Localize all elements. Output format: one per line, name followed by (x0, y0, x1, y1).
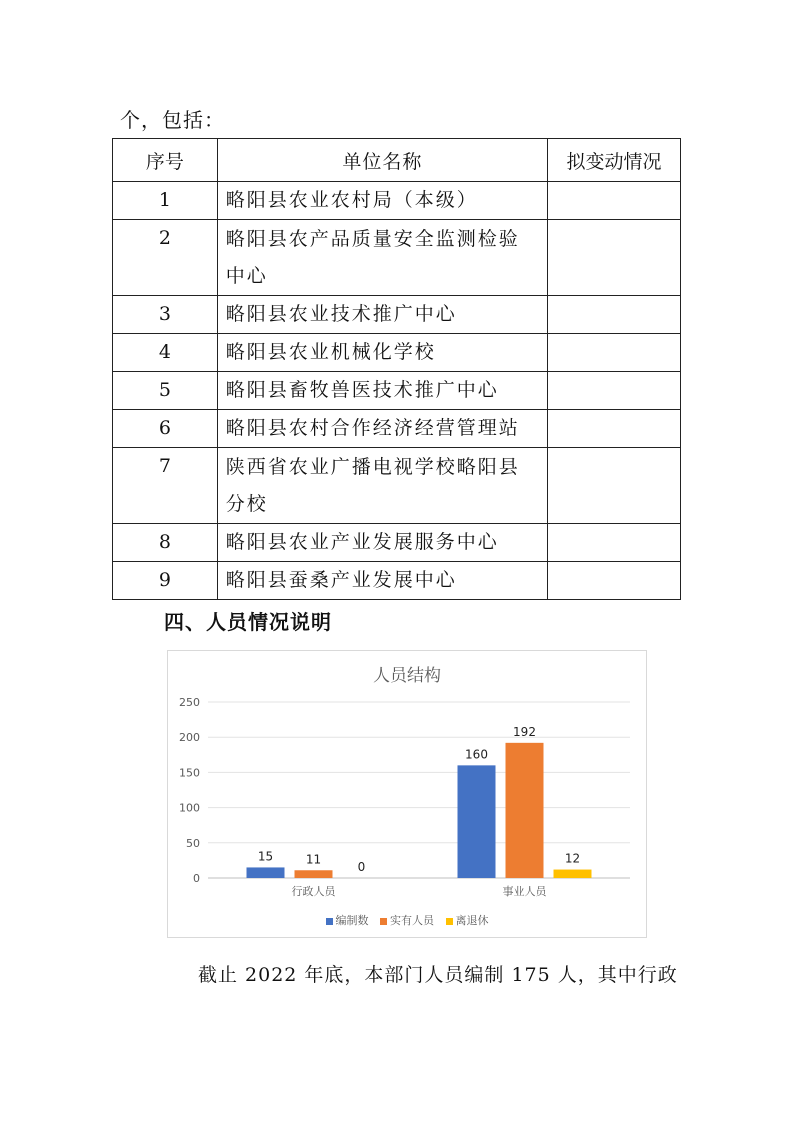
row-name: 略阳县农产品质量安全监测检验中心 (217, 220, 547, 296)
table-row (113, 448, 681, 524)
x-tick-label: 事业人员 (502, 885, 547, 898)
row-change (548, 448, 681, 524)
row-index: 1 (113, 182, 218, 220)
legend-item (446, 912, 489, 928)
y-tick-label: 150 (179, 766, 200, 780)
row-change (548, 410, 681, 448)
body-paragraph: 截止 2022 年底，本部门人员编制 175 人，其中行政 (198, 964, 678, 986)
data-label: 160 (465, 747, 488, 762)
row-index: 2 (113, 220, 218, 296)
data-label: 15 (257, 849, 274, 864)
legend-label: 编制数 (335, 914, 369, 927)
chart-title: 人员结构 (373, 666, 441, 686)
table-row (113, 410, 681, 448)
y-tick-label: 250 (179, 696, 200, 709)
chart-legend (168, 912, 646, 928)
row-name: 略阳县农业农村局（本级） (217, 182, 547, 220)
bar (295, 870, 333, 878)
row-name: 略阳县农业产业发展服务中心 (217, 524, 547, 562)
row-change (548, 524, 681, 562)
bar (506, 743, 544, 878)
legend-item (380, 912, 434, 928)
header-index: 序号 (113, 139, 218, 182)
row-change (548, 372, 681, 410)
row-index: 8 (113, 524, 218, 562)
data-label: 192 (513, 724, 536, 739)
data-label: 0 (357, 860, 366, 874)
row-name: 略阳县畜牧兽医技术推广中心 (217, 372, 547, 410)
unit-table (112, 138, 681, 600)
y-tick-label: 0 (193, 872, 200, 885)
bar (247, 867, 285, 878)
bar (554, 870, 592, 878)
row-change (548, 334, 681, 372)
section-heading: 四、人员情况说明 (164, 610, 332, 634)
row-name: 略阳县农业技术推广中心 (217, 296, 547, 334)
table-row (113, 562, 681, 600)
table-row (113, 220, 681, 296)
table-row (113, 182, 681, 220)
data-label: 12 (564, 851, 581, 866)
table-row (113, 524, 681, 562)
table-header-row (113, 139, 681, 182)
table-row (113, 334, 681, 372)
row-index: 9 (113, 562, 218, 600)
header-name: 单位名称 (217, 139, 547, 182)
row-index: 4 (113, 334, 218, 372)
legend-label: 实有人员 (390, 914, 434, 927)
y-tick-label: 200 (179, 731, 200, 745)
row-change (548, 182, 681, 220)
bar (458, 765, 496, 878)
y-tick-label: 50 (186, 836, 200, 850)
row-change (548, 296, 681, 334)
bar-chart (168, 651, 646, 937)
legend-label: 离退休 (455, 914, 489, 927)
y-tick-label: 100 (179, 801, 200, 815)
legend-swatch (446, 918, 453, 925)
x-tick-label: 行政人员 (291, 885, 336, 898)
header-change: 拟变动情况 (548, 139, 681, 182)
legend-swatch (380, 918, 387, 925)
table-row (113, 372, 681, 410)
row-index: 6 (113, 410, 218, 448)
row-change (548, 220, 681, 296)
row-name: 略阳县蚕桑产业发展中心 (217, 562, 547, 600)
row-name: 略阳县农业机械化学校 (217, 334, 547, 372)
row-index: 3 (113, 296, 218, 334)
legend-swatch (326, 918, 333, 925)
data-label: 11 (305, 852, 322, 867)
legend-item (326, 912, 369, 928)
row-index: 5 (113, 372, 218, 410)
row-name: 略阳县农村合作经济经营管理站 (217, 410, 547, 448)
row-index: 7 (113, 448, 218, 524)
row-change (548, 562, 681, 600)
intro-text: 个，包括： (120, 108, 225, 132)
table-row (113, 296, 681, 334)
row-name: 陕西省农业广播电视学校略阳县分校 (217, 448, 547, 524)
chart-container (167, 650, 647, 938)
